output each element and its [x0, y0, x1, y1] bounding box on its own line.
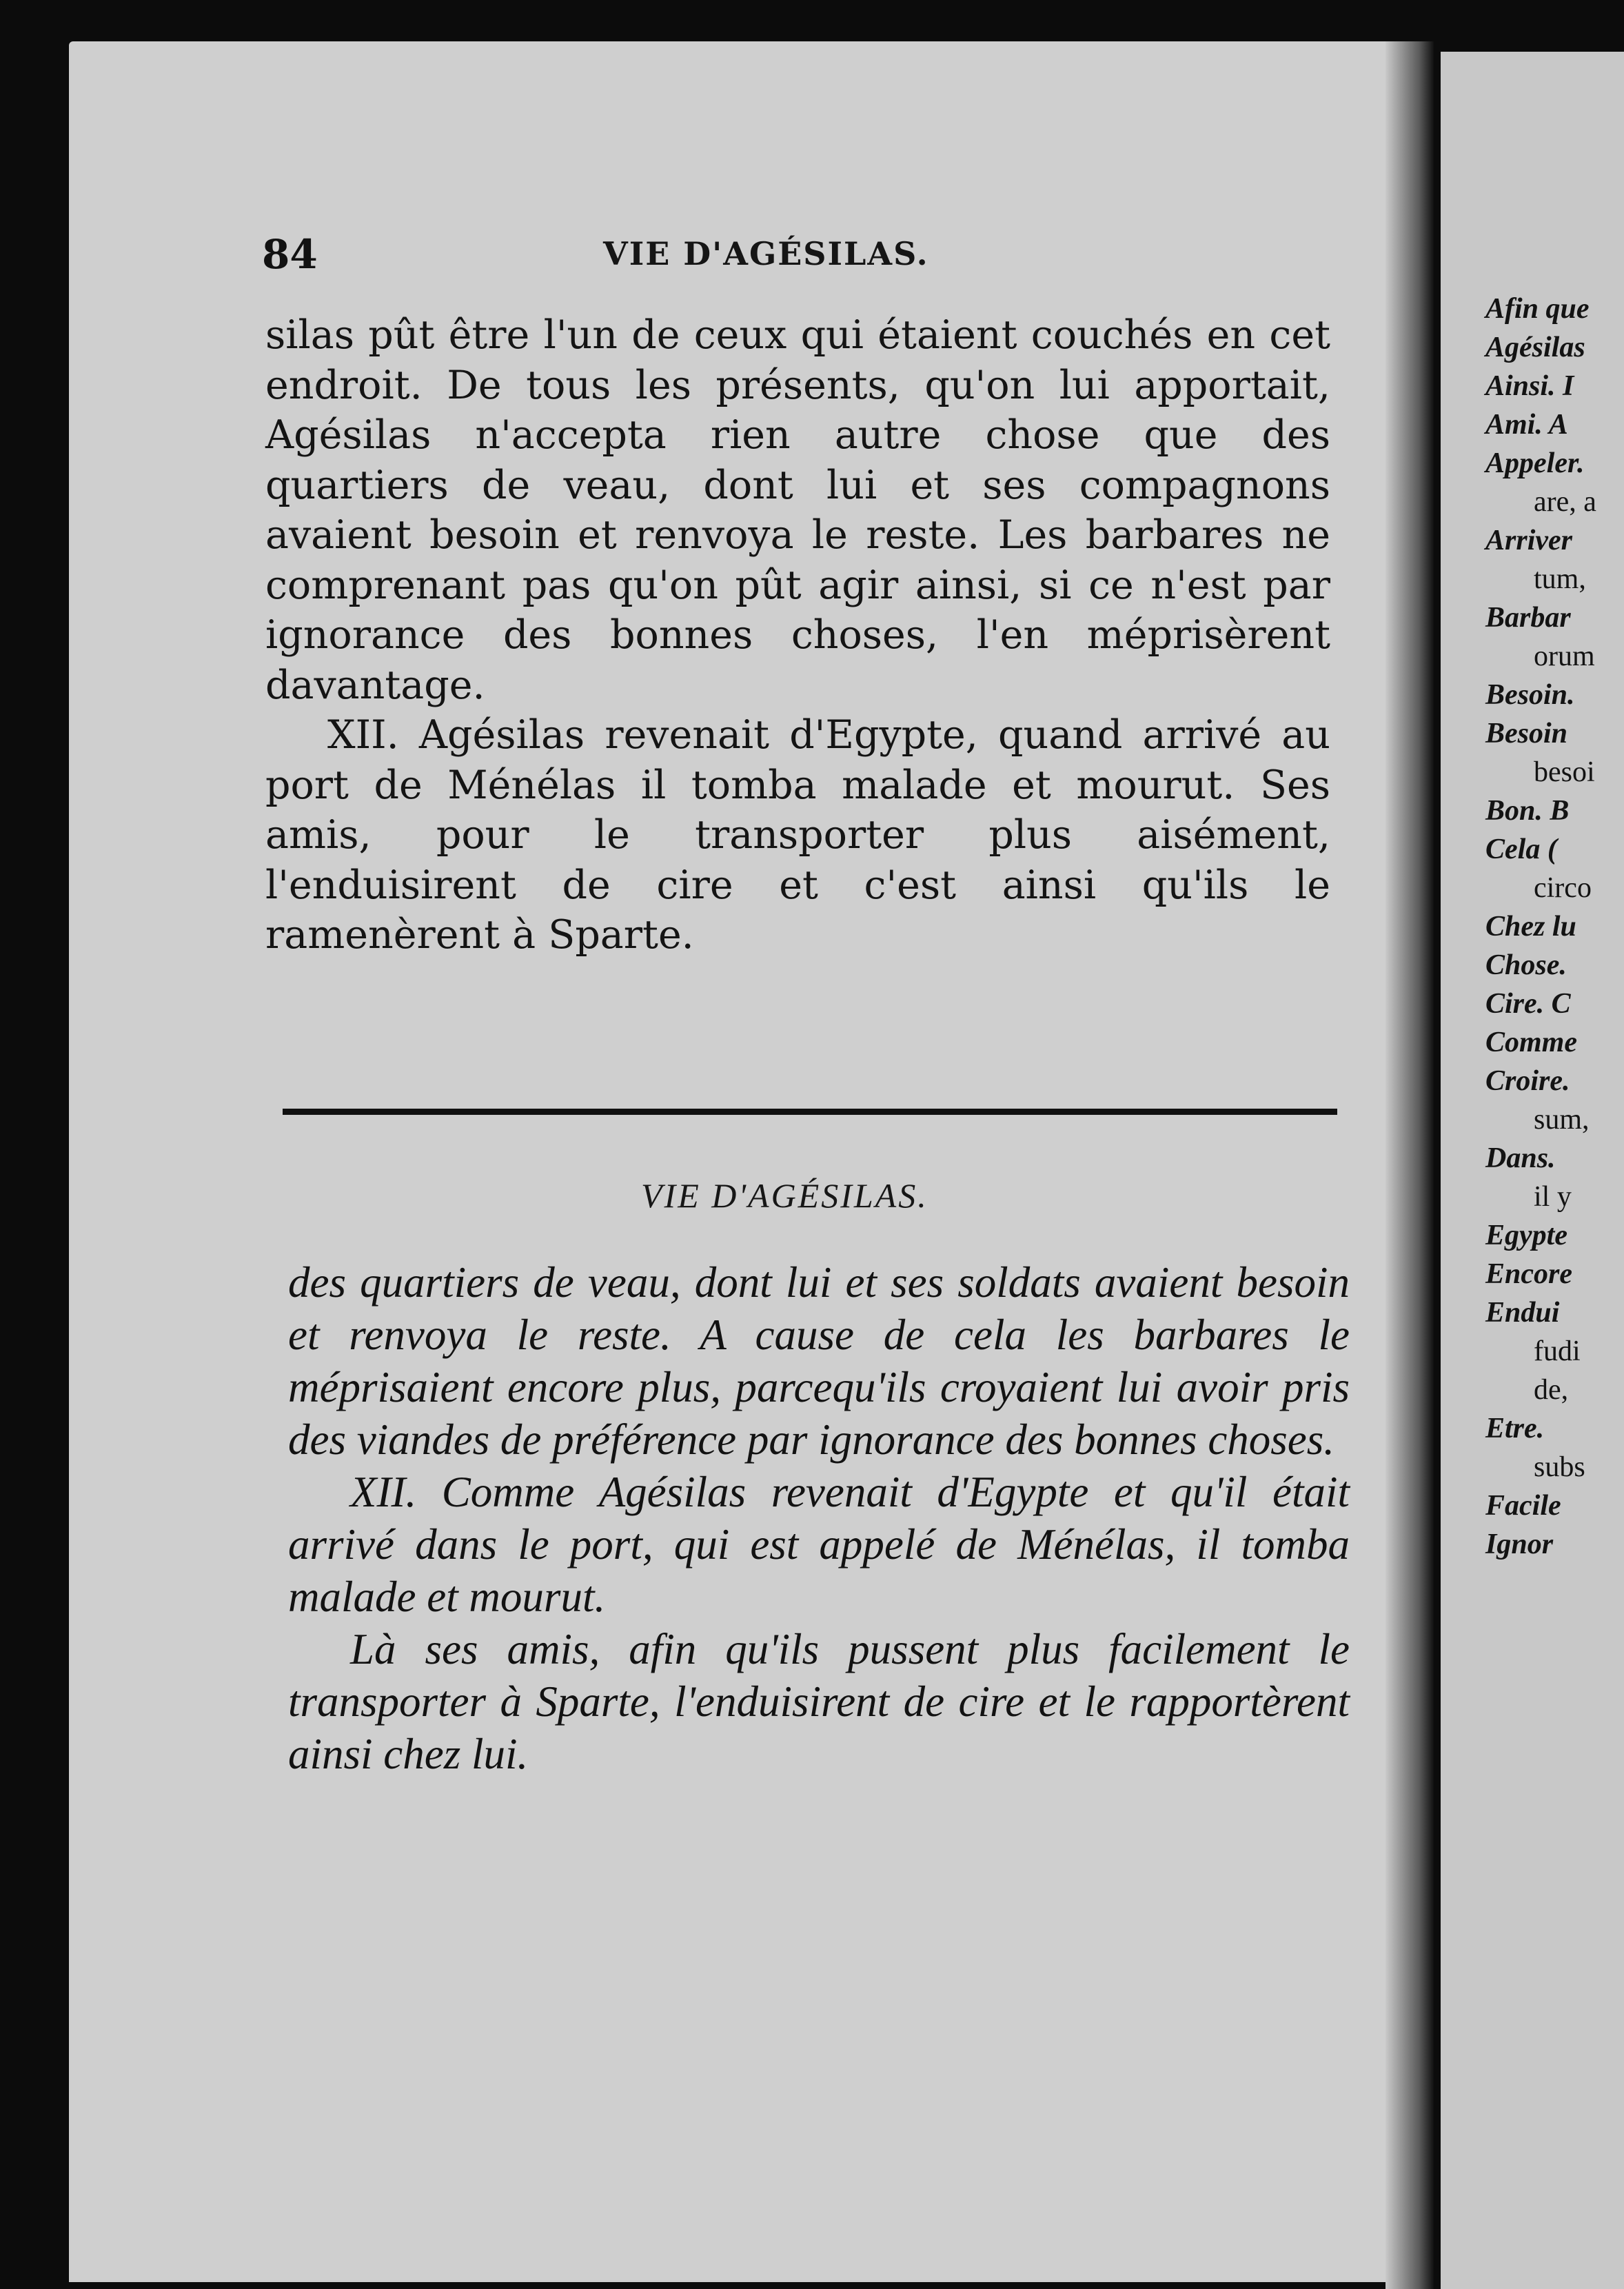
glossary-entry: Appeler.: [1485, 447, 1585, 479]
glossary-entry: sum,: [1534, 1104, 1590, 1136]
glossary-entry: Ainsi. I: [1485, 370, 1574, 402]
glossary-entry: Encore: [1485, 1258, 1572, 1290]
translation-title: VIE D'AGÉSILAS.: [641, 1176, 928, 1215]
running-title: VIE D'AGÉSILAS.: [603, 235, 929, 272]
french-text: [265, 310, 1330, 960]
glossary-entry: Cire. C: [1485, 988, 1571, 1020]
glossary-entry: de,: [1534, 1374, 1569, 1406]
glossary-entry: Chez lu: [1485, 911, 1576, 942]
glossary-entry: Dans.: [1485, 1142, 1556, 1174]
running-head: [262, 231, 1337, 278]
glossary-entry: Facile: [1485, 1490, 1561, 1522]
book-gutter: [1386, 41, 1434, 2289]
glossary-entry: subs: [1534, 1451, 1585, 1483]
glossary-fragment-column: [1485, 290, 1624, 1564]
glossary-entry: tum,: [1534, 563, 1586, 595]
glossary-entry: Bon. B: [1485, 795, 1570, 827]
glossary-entry: il y: [1534, 1181, 1572, 1213]
french-paragraph: silas pût être l'un de ceux qui étaient couchés en cet endroit. De tous les présents, qu'on lui apportait, Agésilas n'accepta rien autre chose que des quartiers de veau, dont lui et ses compagnons avaient besoin et renvoya le reste. Les barbares ne comprenant pas qu'on pût agir ainsi, si ce n'est par ignorance des bonnes choses, l'en méprisèrent davantage.: [265, 312, 1330, 708]
glossary-entry: Egypte: [1485, 1220, 1567, 1251]
glossary-entry: Agésilas: [1485, 332, 1585, 363]
glossary-entry: Besoin: [1485, 718, 1568, 749]
glossary-entry: Chose.: [1485, 949, 1567, 981]
glossary-entry: besoi: [1534, 756, 1595, 788]
glossary-entry: Afin que: [1485, 293, 1590, 325]
translation-paragraph: XII. Comme Agésilas revenait d'Egypte et qu'il était arrivé dans le port, qui est appelé de Ménélas, il tomba malade et mourut.: [288, 1468, 1350, 1621]
glossary-entry: Besoin.: [1485, 679, 1575, 711]
glossary-entry: Comme: [1485, 1027, 1577, 1058]
glossary-entry: Barbar: [1485, 602, 1571, 634]
glossary-entry: Endui: [1485, 1297, 1560, 1329]
glossary-entry: circo: [1534, 872, 1592, 904]
french-paragraph: XII. Agésilas revenait d'Egypte, quand arrivé au port de Ménélas il tomba malade et mourut. Ses amis, pour le transporter plus aisément, l'enduisirent de cire et c'est ainsi qu'ils le ramenèrent à Sparte.: [265, 712, 1330, 958]
glossary-entry: Ami. A: [1485, 409, 1568, 441]
translation-paragraph: des quartiers de veau, dont lui et ses soldats avaient besoin et renvoya le reste. A cause de cela les barbares le méprisaient encore plus, parcequ'ils croyaient lui avoir pris des viandes de préférence par ignorance des bonnes choses.: [288, 1258, 1350, 1464]
page-number: 84: [262, 231, 318, 278]
section-divider: [283, 1109, 1337, 1115]
glossary-entry: orum: [1534, 641, 1595, 672]
translation-paragraph: Là ses amis, afin qu'ils pussent plus facilement le transporter à Sparte, l'enduisirent de cire et le rapportèrent ainsi chez lui.: [288, 1625, 1350, 1778]
glossary-entry: are, a: [1534, 486, 1596, 518]
translation-text: [288, 1256, 1350, 1780]
glossary-entry: Ignor: [1485, 1529, 1554, 1560]
glossary-entry: Cela (: [1485, 834, 1557, 865]
glossary-entry: fudi: [1534, 1335, 1581, 1367]
glossary-entry: Arriver: [1485, 525, 1572, 556]
glossary-entry: Croire.: [1485, 1065, 1570, 1097]
glossary-entry: Etre.: [1485, 1413, 1545, 1444]
